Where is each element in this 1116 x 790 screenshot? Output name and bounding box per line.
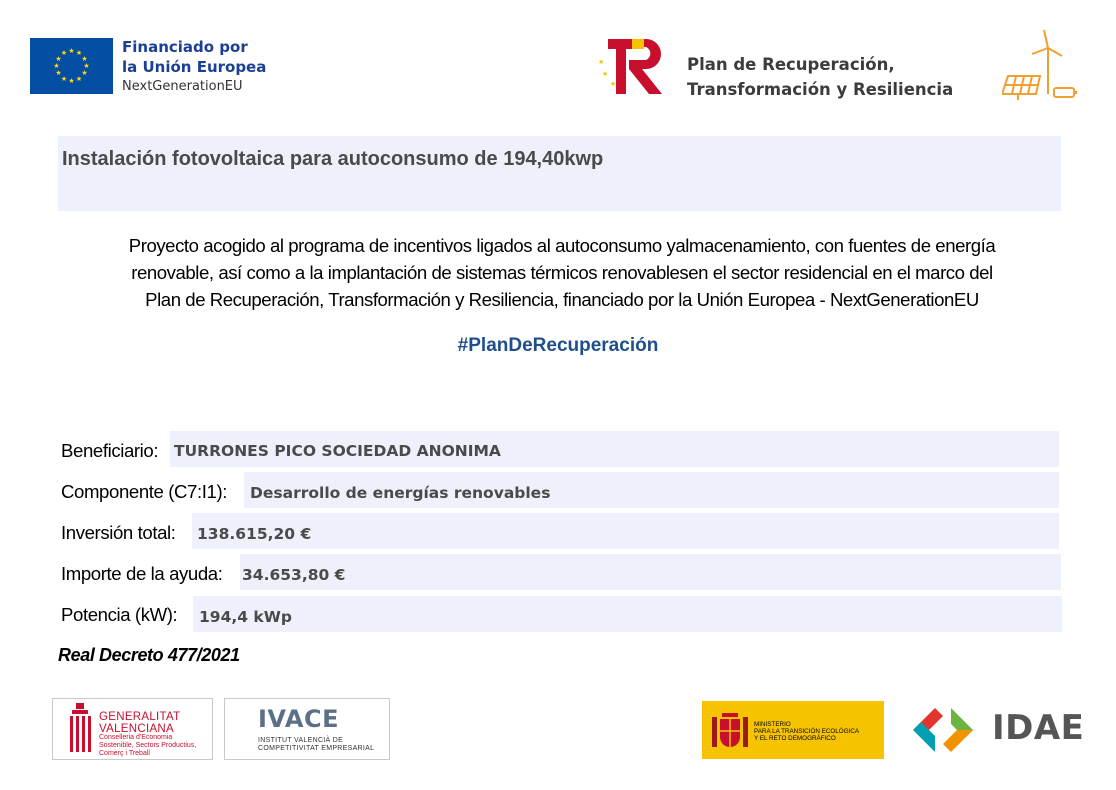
decree-text: Real Decreto 477/2021 (58, 645, 240, 665)
svg-text:★: ★ (60, 49, 68, 57)
power-value: 194,4 kWp (199, 608, 292, 626)
prtr-logo-icon (596, 36, 668, 96)
gv-sub-3: Comerç i Treball (99, 750, 150, 757)
component-label: Componente (C7:I1): (61, 481, 228, 502)
mitr-line-2: PARA LA TRANSICIÓN ECOLÓGICA (754, 728, 860, 735)
eu-flag-logo (30, 38, 113, 94)
aid-value: 34.653,80 € (242, 566, 346, 584)
eu-line-1: Financiado por (122, 38, 248, 56)
eu-line-3: NextGenerationEU (122, 79, 243, 94)
prtr-title (687, 52, 953, 102)
svg-text:★: ★ (68, 77, 75, 85)
mitr-line-3: Y EL RETO DEMOGRÁFICO (754, 735, 836, 742)
investment-value-bg (192, 513, 1059, 549)
gv-name-line-1: GENERALITAT (99, 711, 181, 723)
svg-text:★: ★ (53, 62, 60, 70)
investment-value: 138.615,20 € (197, 525, 312, 543)
svg-text:★: ★ (83, 62, 90, 70)
svg-text:★: ★ (55, 55, 62, 63)
ivace-subtitle (258, 737, 374, 753)
gv-sub-1: Conselleria d'Economia (99, 734, 173, 741)
idae-wordmark: IDAE (992, 708, 1085, 748)
aid-value-bg (240, 554, 1061, 590)
generalitat-valenciana-logo (52, 698, 213, 760)
gv-department (99, 734, 196, 758)
aid-label: Importe de la ayuda: (61, 563, 223, 584)
solar-wind-icon (1002, 28, 1082, 102)
project-line-2: renovable, así como a la implantación de sistemas térmicos renovablesen el sector residencial en el marco del (131, 262, 993, 283)
project-line-1: acogido al programa de incentivos ligados al autoconsumo yalmacenamiento, con fuentes de energía (198, 235, 996, 256)
gv-name-line-2: VALENCIANA (99, 723, 175, 735)
svg-text:★: ★ (75, 49, 83, 57)
component-value: Desarrollo de energías renovables (250, 484, 551, 502)
beneficiary-label: Beneficiario: (61, 440, 159, 461)
prtr-line-2: Transformación y Resiliencia (687, 80, 954, 99)
project-lead: Proyecto (128, 235, 199, 256)
beneficiary-value: TURRONES PICO SOCIEDAD ANONIMA (174, 442, 501, 460)
spain-coat-of-arms-icon (710, 707, 750, 753)
gv-name (99, 711, 180, 735)
svg-text:★: ★ (60, 75, 68, 83)
mitr-line-1: MINISTERIO (754, 721, 791, 728)
gv-crest-icon (67, 703, 93, 755)
ministerio-text (754, 721, 859, 742)
eu-line-2: la Unión Europea (122, 58, 267, 76)
prtr-line-1: Plan de Recuperación, (687, 55, 895, 74)
power-label: Potencia (kW): (61, 604, 178, 625)
power-value-bg (193, 596, 1062, 632)
project-line-3: Plan de Recuperación, Transformación y Resiliencia, financiado por la Unión Europea - NextGenerationEU (145, 289, 979, 310)
svg-text:★: ★ (602, 70, 609, 78)
svg-text:★: ★ (610, 80, 617, 88)
page-title: Instalación fotovoltaica para autoconsumo de 194,40kwp (62, 148, 604, 170)
ivace-logo (224, 698, 390, 760)
ministerio-logo (702, 701, 884, 759)
svg-text:★: ★ (68, 47, 75, 55)
svg-text:★: ★ (81, 55, 88, 63)
svg-text:★: ★ (55, 69, 62, 77)
hashtag-link: #PlanDeRecuperación (457, 335, 659, 356)
svg-text:★: ★ (75, 75, 83, 83)
eu-stars-icon (30, 38, 113, 94)
ivace-sub-2: COMPETITIVITAT EMPRESARIAL (258, 745, 375, 752)
idae-symbol-icon (898, 698, 988, 762)
gv-sub-2: Sostenible, Sectors Productius, (99, 742, 197, 749)
svg-text:★: ★ (81, 69, 88, 77)
svg-text:★: ★ (598, 58, 605, 66)
eu-funding-text (122, 37, 266, 97)
investment-label: Inversión total: (61, 522, 176, 543)
ivace-sub-1: INSTITUT VALENCIÀ DE (258, 737, 344, 744)
project-description (62, 232, 1062, 313)
ivace-wordmark: IVACE (258, 705, 339, 733)
